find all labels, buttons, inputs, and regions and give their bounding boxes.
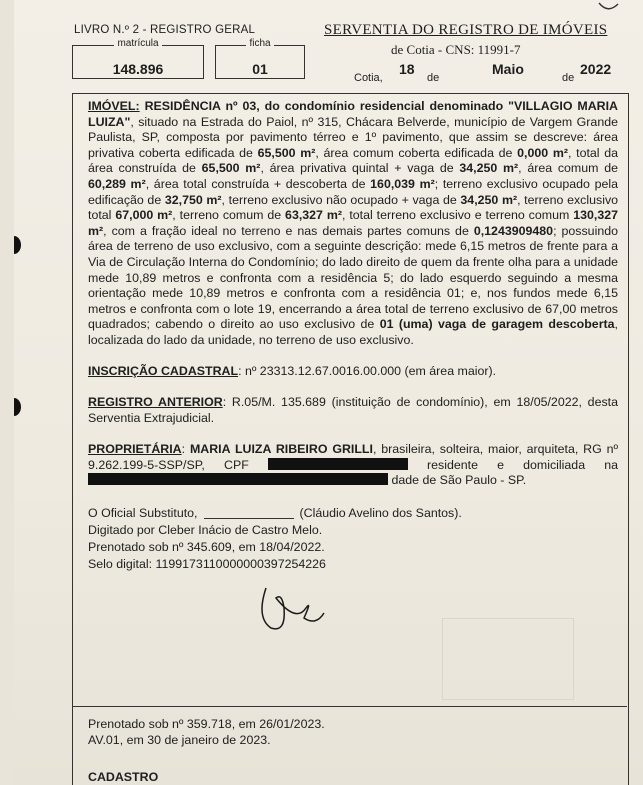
ficha-value: 01 <box>252 61 268 77</box>
selo-line: Selo digital: 1199173110000000397254226 <box>88 557 326 572</box>
proprietaria-text: , brasileira, solteira, maior, arquiteta, RG nº 9.262.199-5-SSP/SP, CPF <box>88 442 619 472</box>
oficial-name: (Cláudio Avelino dos Santos). <box>299 506 462 521</box>
registro-label: REGISTRO ANTERIOR <box>88 395 223 410</box>
proprietaria-text: dade de São Paulo - SP. <box>388 473 527 488</box>
date-year: 2022 <box>580 61 612 77</box>
proprietaria-label: PROPRIETÁRIA <box>88 442 182 457</box>
imovel-text: , com a fração ideal no terreno e nas demais partes comuns de <box>103 223 474 238</box>
owner-name: MARIA LUIZA RIBEIRO GRILLI <box>189 442 373 457</box>
condominio-name: "VILLAGIO MARIA LUIZA" <box>88 99 618 129</box>
area-value: 130,327 m² <box>88 208 619 238</box>
area-value: 65,500 m² <box>257 145 316 160</box>
vaga-value: 01 (uma) vaga de garagem descoberta <box>379 317 615 332</box>
binder-hole <box>14 236 21 254</box>
document-page <box>14 0 643 785</box>
imovel-paragraph <box>88 99 618 349</box>
imovel-text: ; terreno exclusivo ocupado pela edificação de <box>88 176 619 207</box>
cns-line: de Cotia - CNS: 11991-7 <box>391 42 521 57</box>
date-city: Cotia, <box>354 72 383 84</box>
binder-hole <box>14 398 21 416</box>
area-value: 65,500 m² <box>201 161 261 176</box>
matricula-value: 148.896 <box>112 61 164 77</box>
proprietaria-text: residente e domiciliada na <box>407 457 618 472</box>
imovel-text: , situado na Estrada do Paiol, nº 315, Chácara Belverde, município de Vargem Grande Paulista, SP, composta por pavimento térreo e 1º pavimento, que assim se descreve: área privativa coberta edificada de <box>88 114 618 160</box>
inscricao-paragraph <box>88 364 618 380</box>
av01-line: AV.01, em 30 de janeiro de 2023. <box>88 733 271 747</box>
registro-text: : R.05/M. 135.689 (instituição de condomínio), em 18/05/2022, desta Serventia Extrajudicial. <box>88 395 618 425</box>
imovel-text: , localizada do lado da unidade, no terreno de uso exclusivo. <box>88 317 618 347</box>
matricula-caption: matrícula <box>114 38 161 49</box>
date-de: de <box>427 72 440 84</box>
area-value: 63,327 m² <box>285 208 342 223</box>
imovel-label: IMÓVEL: <box>88 99 140 113</box>
signature-line <box>204 518 294 519</box>
imovel-text: , área comum coberta edificada de <box>315 145 518 160</box>
fracao-value: 0,1243909480 <box>473 223 554 238</box>
inscricao-label: INSCRIÇÃO CADASTRAL <box>88 363 239 378</box>
record-body <box>88 99 618 573</box>
cadastro-heading: CADASTRO <box>88 770 159 784</box>
area-value: 34,250 m² <box>459 161 519 176</box>
date-de: de <box>562 72 575 84</box>
area-value: 32,750 m² <box>164 192 222 207</box>
signature-block <box>88 505 618 573</box>
imovel-text: , terreno exclusivo total <box>88 192 619 223</box>
section-divider <box>72 706 627 707</box>
imovel-text: RESIDÊNCIA nº 03, do condomínio residencial denominado <box>139 99 509 113</box>
area-value: 34,250 m² <box>460 192 518 207</box>
date-month: Maio <box>492 61 524 77</box>
registro-paragraph <box>88 395 618 426</box>
footer-block <box>88 716 325 748</box>
proprietaria-paragraph <box>88 442 618 489</box>
proprietaria-text: : <box>181 442 190 457</box>
area-value: 60,289 m² <box>88 176 146 191</box>
prenotado-line: Prenotado sob nº 345.609, em 18/04/2022. <box>88 540 325 555</box>
area-value: 160,039 m² <box>370 176 435 191</box>
faded-stamp <box>442 618 574 700</box>
prenotado-2023: Prenotado sob nº 359.718, em 26/01/2023. <box>88 717 325 731</box>
imovel-text: , terreno comum de <box>172 208 286 223</box>
imovel-text: , terreno exclusivo não ocupado + vaga de <box>221 192 461 207</box>
area-value: 0,000 m² <box>517 145 568 160</box>
imovel-text: , total da área construída de <box>88 145 619 176</box>
inscricao-text: : nº 23313.12.67.0016.00.000 (em área maior). <box>238 363 497 378</box>
area-value: 67,000 m² <box>115 208 173 223</box>
redacted-cpf <box>268 458 408 470</box>
imovel-text: ; possuindo área de terreno de uso exclusivo, com a seguinte descrição: mede 6,15 metros de frente para a Via de Circulação Interna do Condomínio; do lado direito de quem da frente olha para a unidade mede 10,89 metros e confronta com a residência 5; do lado esquerdo seguindo a mesma orientação mede 10,89 metros e confronta com a residência 01; e, nos fundos mede 6,15 metros e confronta com o lote 19, encerrando a área total de terreno exclusivo de 67,00 metros quadrados; cabendo o direito ao uso exclusivo de <box>88 223 618 332</box>
oficial-label: O Oficial Substituto, <box>88 506 198 521</box>
ficha-caption: ficha <box>246 38 273 49</box>
digitado-line: Digitado por Cleber Inácio de Castro Melo. <box>88 523 323 538</box>
imovel-text: , área total construída + descoberta de <box>145 176 371 191</box>
imovel-text: , área comum de <box>518 161 618 176</box>
livro-label: LIVRO N.º 2 - REGISTRO GERAL <box>74 24 256 36</box>
serventia-title: SERVENTIA DO REGISTRO DE IMÓVEIS <box>324 22 608 38</box>
corner-mark-icon <box>594 0 624 20</box>
handwritten-signature <box>246 578 326 638</box>
redacted-address <box>88 473 388 485</box>
imovel-text: , área privativa quintal + vaga de <box>260 161 460 176</box>
imovel-text: , total terreno exclusivo e terreno comum <box>342 208 574 223</box>
matricula-box <box>72 38 204 79</box>
date-day: 18 <box>399 61 415 77</box>
ficha-box <box>215 38 305 79</box>
